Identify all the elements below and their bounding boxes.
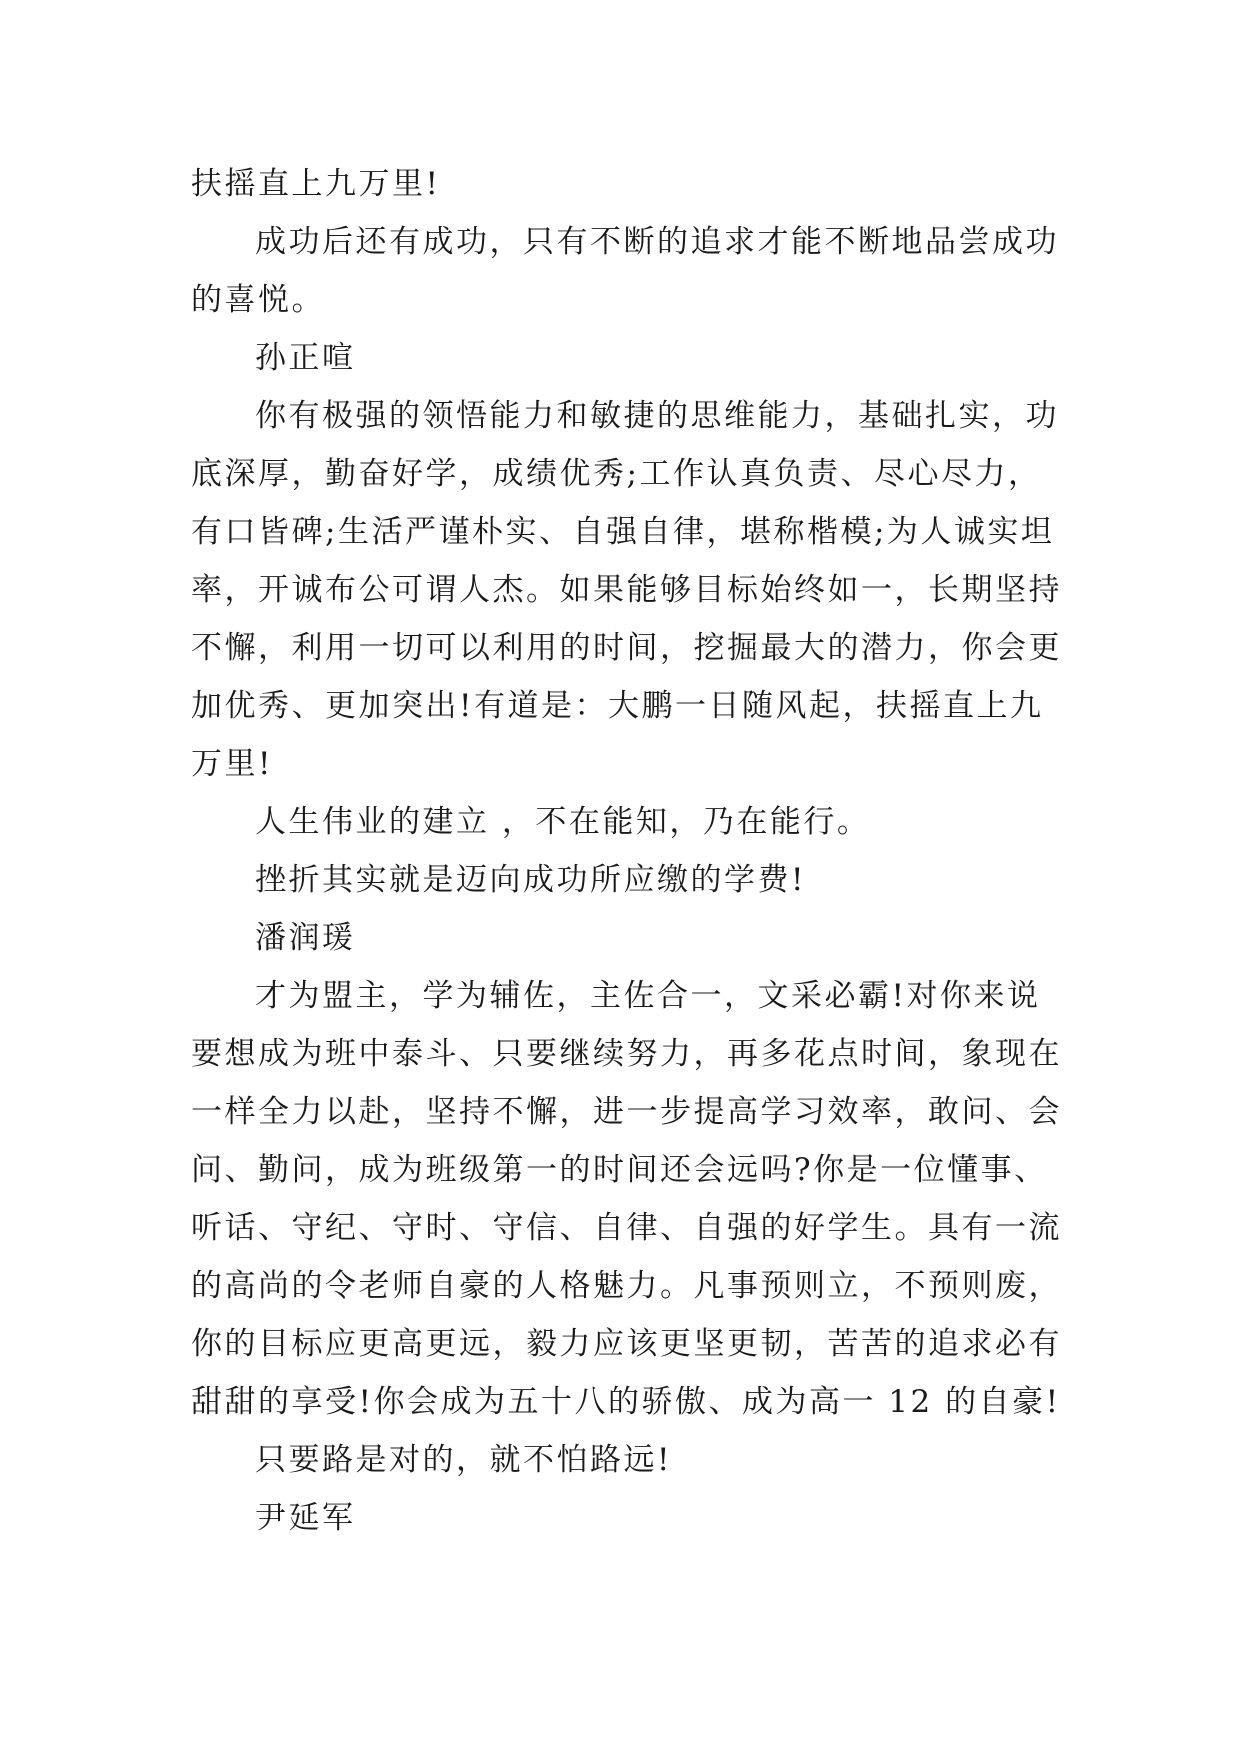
document-body (191, 155, 1062, 1547)
text-line: 你有极强的领悟能力和敏捷的思维能力，基础扎实，功 (255, 398, 1059, 434)
text-line: 的高尚的令老师自豪的人格魅力。凡事预则立，不预则废， (191, 1268, 1062, 1304)
text-line: 的喜悦。 (191, 282, 325, 318)
text-line: 尹延军 (255, 1500, 356, 1536)
text-line: 成功后还有成功，只有不断的追求才能不断地品尝成功 (255, 224, 1059, 260)
text-line: 挫折其实就是迈向成功所应缴的学费! (255, 862, 806, 898)
text-line: 人生伟业的建立 ，不在能知，乃在能行。 (255, 804, 871, 840)
text-line: 孙正喧 (255, 340, 356, 376)
text-line: 你的目标应更高更远，毅力应该更坚更韧，苦苦的追求必有 (191, 1326, 1062, 1362)
text-line: 问、勤问，成为班级第一的时间还会远吗?你是一位懂事、 (191, 1152, 1048, 1188)
text-line: 才为盟主，学为辅佐，主佐合一，文采必霸!对你来说 (255, 978, 1041, 1014)
text-line: 要想成为班中泰斗、只要继续努力，再多花点时间，象现在 (191, 1036, 1062, 1072)
text-line: 不懈，利用一切可以利用的时间，挖掘最大的潜力，你会更 (191, 630, 1062, 666)
text-line: 潘润瑗 (255, 920, 356, 956)
text-line: 加优秀、更加突出!有道是：大鹏一日随风起，扶摇直上九 (191, 688, 1044, 724)
text-line: 只要路是对的，就不怕路远! (255, 1442, 672, 1478)
text-line: 有口皆碑;生活严谨朴实、自强自律，堪称楷模;为人诚实坦 (191, 514, 1055, 550)
text-line: 一样全力以赴，坚持不懈，进一步提高学习效率，敢问、会 (191, 1094, 1062, 1130)
text-line: 万里! (191, 746, 273, 782)
text-line: 底深厚，勤奋好学，成绩优秀;工作认真负责、尽心尽力， (191, 456, 1042, 492)
text-line: 甜甜的享受!你会成为五十八的骄傲、成为高一 12 的自豪! (191, 1384, 1061, 1420)
text-line: 听话、守纪、守时、守信、自律、自强的好学生。具有一流 (191, 1210, 1062, 1246)
text-line: 扶摇直上九万里! (191, 166, 441, 202)
text-line: 率，开诚布公可谓人杰。如果能够目标始终如一，长期坚持 (191, 572, 1062, 608)
